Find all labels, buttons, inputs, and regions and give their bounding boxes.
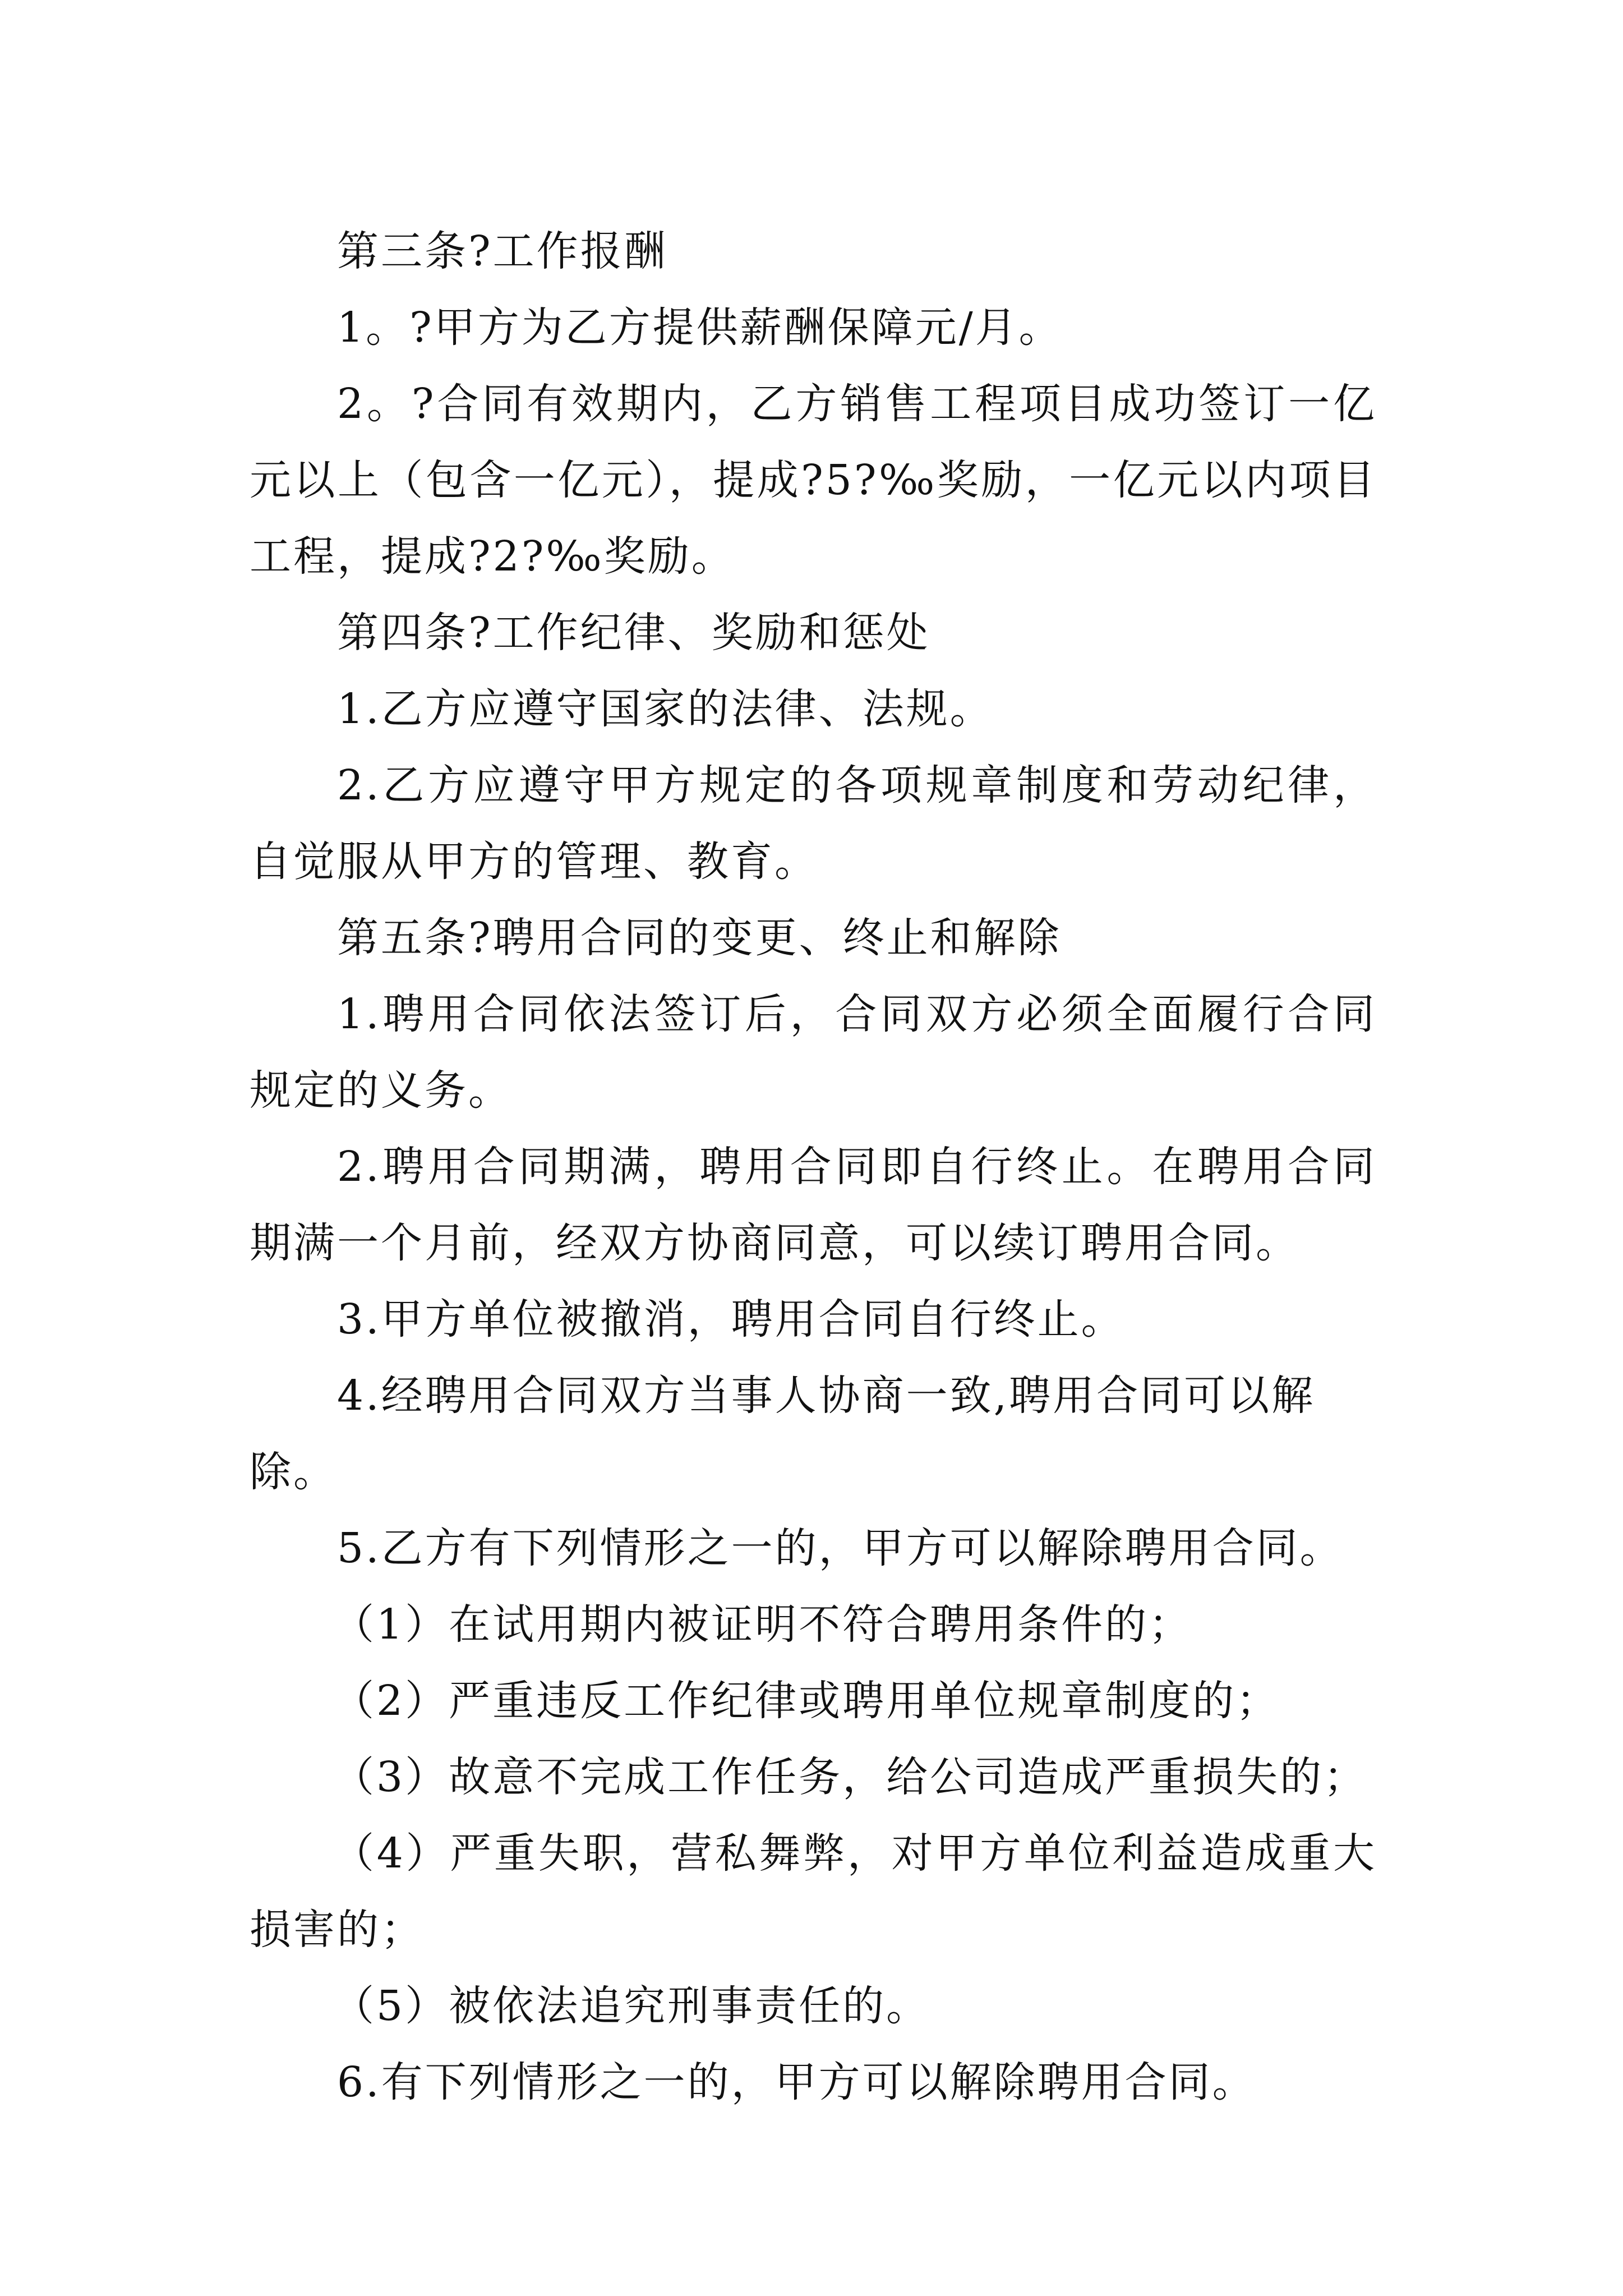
clause-5-item-2: （2）严重违反工作纪律或聘用单位规章制度的；: [333, 1677, 1280, 1725]
article-5-clause-2: 2.聘用合同期满，聘用合同即自行终止。在聘用合同期满一个月前，经双方协商同意，可以续订聘用合同。: [250, 1143, 1377, 1267]
article-5-clause-4: 4.经聘用合同双方当事人协商一致,聘用合同可以解除。: [250, 1372, 1316, 1496]
clause-5-item-3: （3）故意不完成工作任务，给公司造成严重损失的；: [333, 1753, 1368, 1801]
article-5-clause-3: 3.甲方单位被撤消，聘用合同自行终止。: [337, 1295, 1125, 1343]
article-5-clause-5: 5.乙方有下列情形之一的，甲方可以解除聘用合同。: [337, 1524, 1344, 1572]
article-5-heading: 第五条?聘用合同的变更、终止和解除: [337, 914, 1062, 962]
article-4-clause-2: 2.乙方应遵守甲方规定的各项规章制度和劳动纪律，自觉服从甲方的管理、教育。: [250, 761, 1377, 886]
clause-5-item-4: （4）严重失职，营私舞弊，对甲方单位利益造成重大损害的；: [250, 1829, 1377, 1954]
clause-5-item-1: （1）在试用期内被证明不符合聘用条件的；: [333, 1600, 1193, 1649]
article-5-clause-1: 1.聘用合同依法签订后，合同双方必须全面履行合同规定的义务。: [250, 990, 1377, 1115]
article-3-heading: 第三条?工作报酬: [337, 227, 668, 275]
article-3-clause-1: 1。?甲方为乙方提供薪酬保障元/月。: [337, 303, 1063, 352]
article-4-heading: 第四条?工作纪律、奖励和惩处: [337, 609, 930, 657]
article-5-clause-6: 6.有下列情形之一的，甲方可以解除聘用合同。: [337, 2058, 1256, 2106]
clause-5-item-5: （5）被依法追究刑事责任的。: [333, 1982, 930, 2030]
document-body: [250, 213, 1377, 2120]
article-3-clause-2: 2。?合同有效期内，乙方销售工程项目成功签订一亿元以上（包含一亿元），提成?5?‰奖励，一亿元以内项目工程，提成?2?‰奖励。: [250, 380, 1377, 581]
article-4-clause-1: 1.乙方应遵守国家的法律、法规。: [337, 685, 994, 733]
